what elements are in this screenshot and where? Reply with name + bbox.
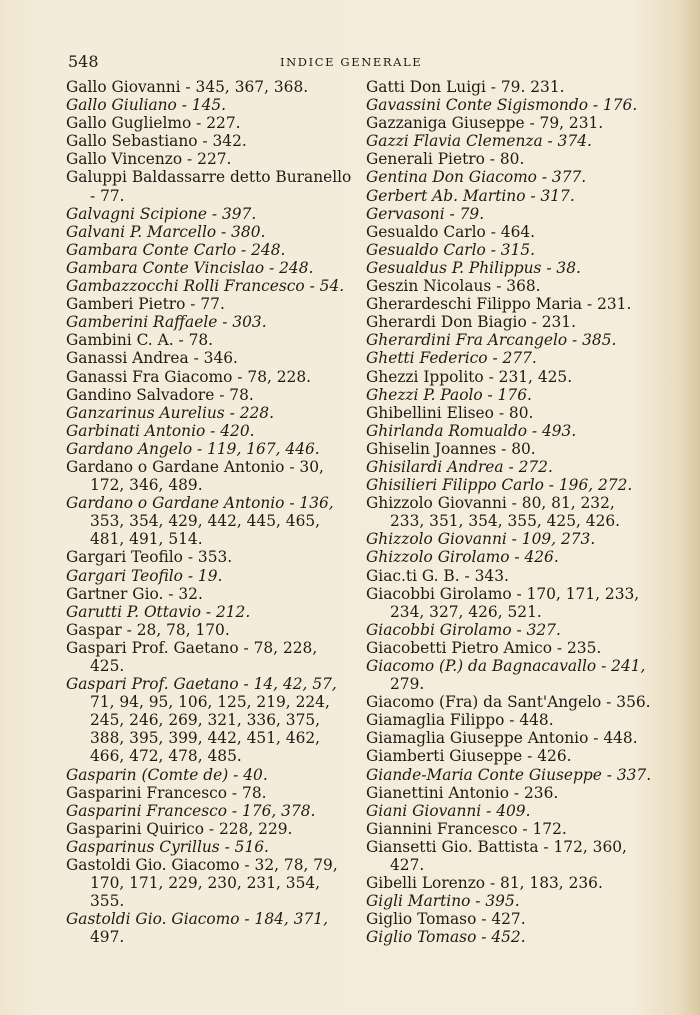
index-entry: Giamaglia Giuseppe Antonio - 448. <box>366 729 638 748</box>
index-entry: Giglio Tomaso - 452. <box>366 928 526 947</box>
index-entry: Ghisilardi Andrea - 272. <box>366 457 553 476</box>
index-entry: Gerbert Ab. Martino - 317. <box>366 186 575 205</box>
index-entry: Gambazzocchi Rolli Francesco - 54. <box>66 277 345 296</box>
index-entry: Gargari Teofilo - 353. <box>66 548 233 567</box>
index-entry: Galvani P. Marcello - 380. <box>66 222 266 241</box>
index-entry: Giacomo (Fra) da Sant'Angelo - 356. <box>366 693 651 712</box>
index-entry: Gambini C. A. - 78. <box>66 331 214 350</box>
index-entry: Gallo Sebastiano - 342. <box>66 132 247 151</box>
index-entry-continuation: 388, 395, 399, 442, 451, 462, <box>90 729 321 748</box>
index-entry-continuation: 233, 351, 354, 355, 425, 426. <box>390 512 621 531</box>
index-entry: Gallo Vincenzo - 227. <box>66 150 232 169</box>
index-entry: Gambara Conte Vincislao - 248. <box>66 258 314 277</box>
index-entry: Ghizzolo Giovanni - 80, 81, 232, <box>366 494 615 513</box>
index-entry-continuation: 71, 94, 95, 106, 125, 219, 224, <box>90 693 330 712</box>
index-entry: Gibelli Lorenzo - 81, 183, 236. <box>366 874 603 893</box>
index-entry-continuation: 497. <box>90 928 125 947</box>
index-entry-continuation: 279. <box>390 675 425 694</box>
index-entry: Giglio Tomaso - 427. <box>366 910 526 929</box>
index-entry: Gambara Conte Carlo - 248. <box>66 240 286 259</box>
index-entry: Gaspari Prof. Gaetano - 78, 228, <box>66 638 318 657</box>
index-entry: Gastoldi Gio. Giacomo - 184, 371, <box>66 910 328 929</box>
index-entry: Gavassini Conte Sigismondo - 176. <box>366 96 638 115</box>
index-entry: Gesualdus P. Philippus - 38. <box>366 258 581 277</box>
index-entry: Ghezzi Ippolito - 231, 425. <box>366 367 573 386</box>
index-entry: Gallo Giovanni - 345, 367, 368. <box>66 78 309 96</box>
index-entry: Giamberti Giuseppe - 426. <box>366 747 572 766</box>
index-entry: Gamberi Pietro - 77. <box>66 295 225 314</box>
index-entry-continuation: 427. <box>390 856 425 875</box>
index-entry-continuation: 172, 346, 489. <box>90 476 203 495</box>
index-entry: Ghibellini Eliseo - 80. <box>366 403 534 422</box>
index-entry: Giani Giovanni - 409. <box>366 801 531 820</box>
index-entry: Gardano Angelo - 119, 167, 446. <box>66 439 320 458</box>
index-entry: Galuppi Baldassarre detto Buranello <box>66 168 352 187</box>
index-entry: Giacobetti Pietro Amico - 235. <box>366 638 602 657</box>
index-entry: Gesualdo Carlo - 464. <box>366 222 536 241</box>
index-entry: Gastoldi Gio. Giacomo - 32, 78, 79, <box>66 856 338 875</box>
index-entry: Generali Pietro - 80. <box>366 150 525 169</box>
index-entry: Ghezzi P. Paolo - 176. <box>366 385 532 404</box>
index-entry-continuation: 481, 491, 514. <box>90 530 203 549</box>
index-entry: Giande-Maria Conte Giuseppe - 337. <box>366 765 652 784</box>
index-entry: Galvagni Scipione - 397. <box>66 204 257 223</box>
index-entry: Gasparinus Cyrillus - 516. <box>66 837 269 856</box>
index-entry: Ganassi Andrea - 346. <box>66 349 238 368</box>
running-head: INDICE GENERALE <box>280 55 423 69</box>
index-entry: Giacomo (P.) da Bagnacavallo - 241, <box>366 657 646 675</box>
page-number: 548 <box>68 52 99 71</box>
index-entry: Ghiselin Joannes - 80. <box>366 439 536 458</box>
index-entry-continuation: 355. <box>90 892 125 911</box>
index-entry: Garutti P. Ottavio - 212. <box>66 602 251 621</box>
index-entry-continuation: 234, 327, 426, 521. <box>390 602 542 621</box>
index-entry: Giac.ti G. B. - 343. <box>366 566 509 585</box>
index-entry: Gianettini Antonio - 236. <box>366 783 559 802</box>
index-column-left <box>66 78 352 947</box>
index-entry: Gherardi Don Biagio - 231. <box>366 313 576 332</box>
index-entry: Ghirlanda Romualdo - 493. <box>366 421 577 440</box>
index-entry: Gazzaniga Giuseppe - 79, 231. <box>366 114 604 133</box>
index-entry: Gallo Guglielmo - 227. <box>66 114 241 133</box>
index-entry: Ghisilieri Filippo Carlo - 196, 272. <box>366 476 633 495</box>
index-entry: Gardano o Gardane Antonio - 30, <box>66 457 324 476</box>
index-entry: Gazzi Flavia Clemenza - 374. <box>366 132 592 151</box>
index-entry: Ganzarinus Aurelius - 228. <box>66 403 274 422</box>
index-entry: Giannini Francesco - 172. <box>366 819 567 838</box>
index-entry: Gasparini Francesco - 78. <box>66 783 267 802</box>
index-entry: Gargari Teofilo - 19. <box>66 566 223 585</box>
index-entry: Geszin Nicolaus - 368. <box>366 277 541 296</box>
index-entry: Gaspar - 28, 78, 170. <box>66 620 230 639</box>
index-entry-continuation: - 77. <box>90 186 125 205</box>
page-header <box>68 52 628 74</box>
index-entry: Ghetti Federico - 277. <box>366 349 537 368</box>
index-entry: Gartner Gio. - 32. <box>66 584 203 603</box>
index-entry: Garbinati Antonio - 420. <box>66 421 255 440</box>
index-entry: Gasparini Francesco - 176, 378. <box>66 801 316 820</box>
index-entry: Gasparin (Comte de) - 40. <box>66 765 268 784</box>
index-entry: Gardano o Gardane Antonio - 136, <box>66 494 334 513</box>
index-entry-continuation: 466, 472, 478, 485. <box>90 747 242 766</box>
index-entry: Gentina Don Giacomo - 377. <box>366 168 587 187</box>
index-entry: Gherardini Fra Arcangelo - 385. <box>366 331 617 350</box>
index-entry: Ganassi Fra Giacomo - 78, 228. <box>66 367 312 386</box>
index-entry: Ghizzolo Girolamo - 426. <box>366 548 559 567</box>
index-entry: Giansetti Gio. Battista - 172, 360, <box>366 837 627 856</box>
index-entry: Gesualdo Carlo - 315. <box>366 240 536 259</box>
index-column-right <box>366 78 652 947</box>
index-entry: Giacobbi Girolamo - 327. <box>366 620 561 639</box>
index-entry: Gallo Giuliano - 145. <box>66 96 227 115</box>
index-entry: Giacobbi Girolamo - 170, 171, 233, <box>366 584 640 603</box>
index-entry: Gherardeschi Filippo Maria - 231. <box>366 295 632 314</box>
index-entry-continuation: 170, 171, 229, 230, 231, 354, <box>90 874 321 893</box>
index-entry: Gervasoni - 79. <box>366 204 485 223</box>
index-entry: Gamberini Raffaele - 303. <box>66 313 267 332</box>
index-entry: Ghizzolo Giovanni - 109, 273. <box>366 530 596 549</box>
index-entry-continuation: 425. <box>90 657 125 675</box>
index-entry: Gaspari Prof. Gaetano - 14, 42, 57, <box>66 675 337 694</box>
index-entry: Gasparini Quirico - 228, 229. <box>66 819 293 838</box>
index-entry: Gigli Martino - 395. <box>366 892 520 911</box>
index-entry: Gandino Salvadore - 78. <box>66 385 254 404</box>
index-entry: Gatti Don Luigi - 79. 231. <box>366 78 565 96</box>
index-entry-continuation: 245, 246, 269, 321, 336, 375, <box>90 711 321 730</box>
index-entry: Giamaglia Filippo - 448. <box>366 711 554 730</box>
index-entry-continuation: 353, 354, 429, 442, 445, 465, <box>90 512 321 531</box>
